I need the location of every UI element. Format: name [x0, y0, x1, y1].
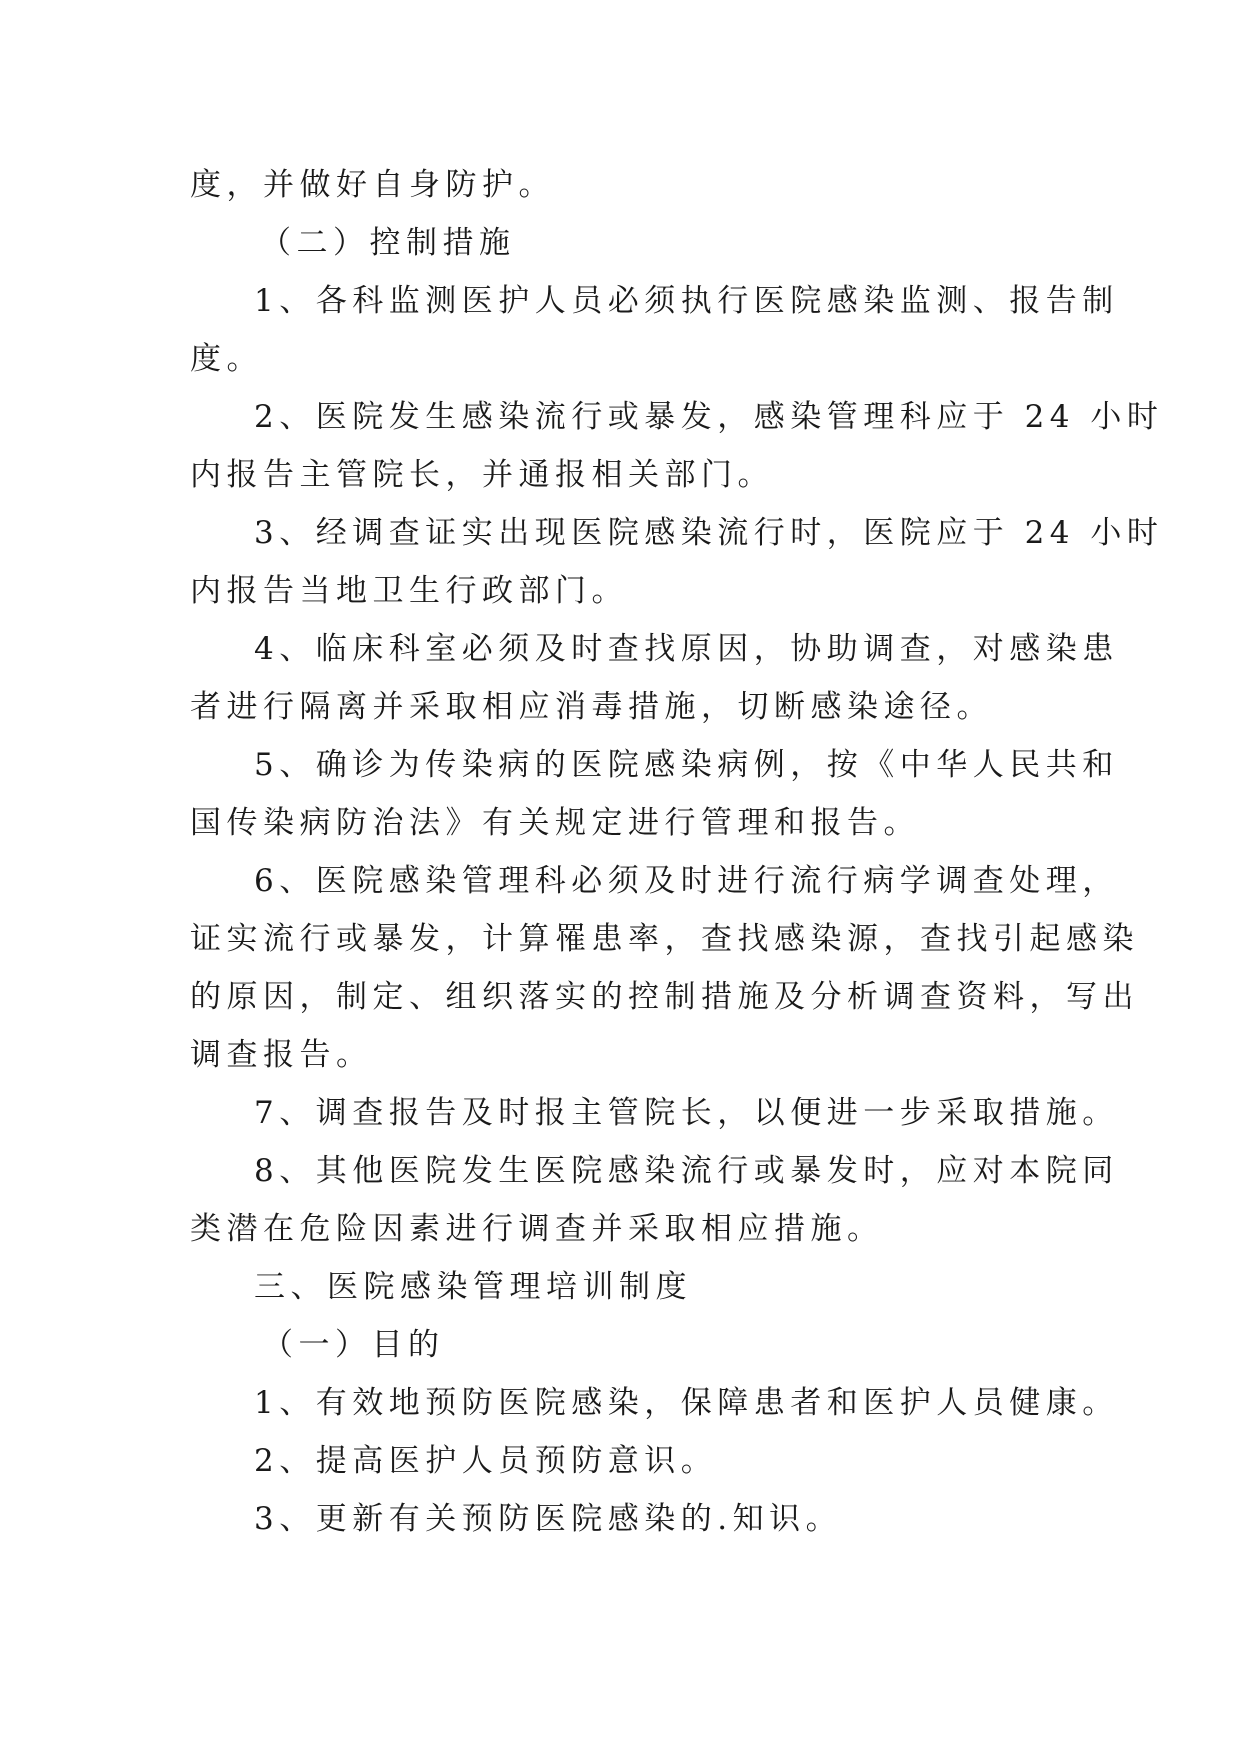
section-heading: （二）控制措施 [260, 225, 516, 261]
text-line: 证实流行或暴发，计算罹患率，查找感染源，查找引起感染 [190, 921, 1139, 957]
document-body [190, 156, 1164, 1548]
text-line: 1、各科监测医护人员必须执行医院感染监测、报告制 [254, 283, 1119, 319]
text-line: 6、医院感染管理科必须及时进行流行病学调查处理， [254, 863, 1119, 899]
text-line: 度。 [190, 341, 263, 377]
text-line: 内报告当地卫生行政部门。 [190, 573, 628, 609]
text-line: 国传染病防治法》有关规定进行管理和报告。 [190, 805, 920, 841]
text-line: 8、其他医院发生医院感染流行或暴发时，应对本院同 [254, 1153, 1119, 1189]
text-line: 的原因，制定、组织落实的控制措施及分析调查资料，写出 [190, 979, 1139, 1015]
text-line: 类潜在危险因素进行调查并采取相应措施。 [190, 1211, 884, 1247]
subsection-heading: （一）目的 [262, 1327, 445, 1363]
text-line: 内报告主管院长，并通报相关部门。 [190, 457, 774, 493]
text-line: 度，并做好自身防护。 [190, 167, 555, 203]
text-line: 5、确诊为传染病的医院感染病例，按《中华人民共和 [254, 747, 1119, 783]
text-line: 3、经调查证实出现医院感染流行时，医院应于 24 小时 [254, 515, 1164, 551]
section-heading: 三、医院感染管理培训制度 [254, 1269, 692, 1305]
text-line: 调查报告。 [190, 1037, 373, 1073]
text-line: 3、更新有关预防医院感染的.知识。 [254, 1501, 843, 1537]
text-line: 1、有效地预防医院感染，保障患者和医护人员健康。 [254, 1385, 1119, 1421]
text-line: 7、调查报告及时报主管院长，以便进一步采取措施。 [254, 1095, 1119, 1131]
text-line: 4、临床科室必须及时查找原因，协助调查，对感染患 [254, 631, 1119, 667]
text-line: 2、医院发生感染流行或暴发，感染管理科应于 24 小时 [254, 399, 1164, 435]
text-line: 者进行隔离并采取相应消毒措施，切断感染途径。 [190, 689, 993, 725]
text-line: 2、提高医护人员预防意识。 [254, 1443, 718, 1479]
